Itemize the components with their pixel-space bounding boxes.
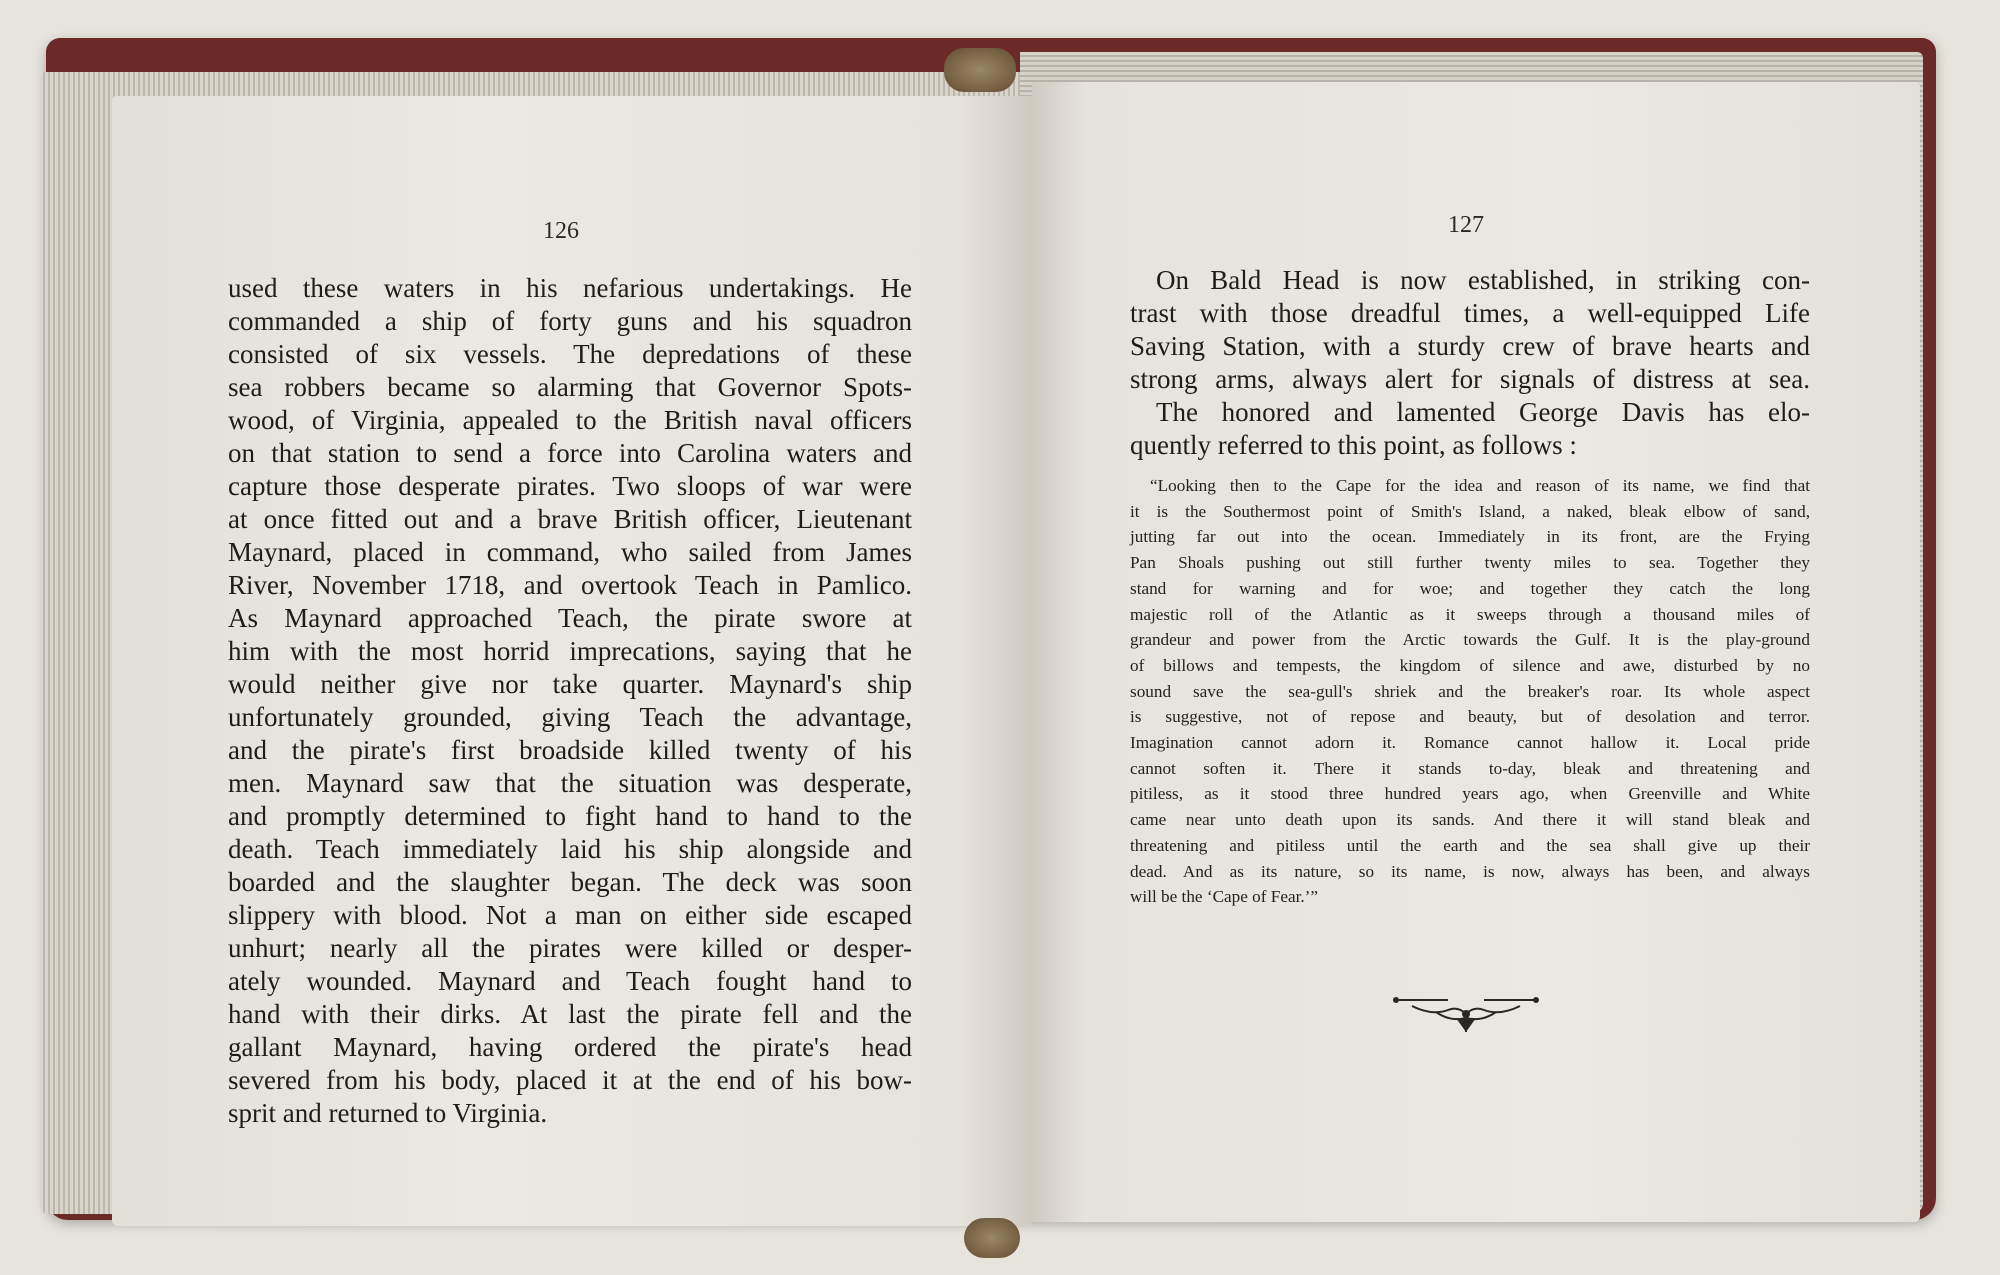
body-line: capture those desperate pirates. Two sloops of war were bbox=[228, 471, 912, 501]
body-line: strong arms, always alert for signals of distress at sea. bbox=[1130, 364, 1810, 394]
body-line: gallant Maynard, having ordered the pirate's head bbox=[228, 1032, 912, 1062]
right-page-number: 127 bbox=[1448, 212, 1484, 238]
body-line: wood, of Virginia, appealed to the British naval officers bbox=[228, 405, 912, 435]
left-page-body bbox=[228, 272, 912, 1130]
body-line: quently referred to this point, as follows : bbox=[1130, 430, 1577, 460]
quote-line: Imagination cannot adorn it. Romance cannot hallow it. Local pride bbox=[1130, 733, 1810, 753]
body-line: commanded a ship of forty guns and his squadron bbox=[228, 306, 912, 336]
body-line: Maynard, placed in command, who sailed from James bbox=[228, 537, 912, 567]
body-line: ately wounded. Maynard and Teach fought hand to bbox=[228, 966, 912, 996]
quote-line: is suggestive, not of repose and beauty, but of desolation and terror. bbox=[1130, 707, 1810, 727]
body-line: Saving Station, with a sturdy crew of brave hearts and bbox=[1130, 331, 1810, 361]
body-line: would neither give nor take quarter. Maynard's ship bbox=[228, 669, 912, 699]
quote-line: dead. And as its nature, so its name, is now, always has been, and always bbox=[1130, 861, 1810, 881]
spine-binding-bottom bbox=[964, 1218, 1020, 1258]
body-line: men. Maynard saw that the situation was desperate, bbox=[228, 768, 912, 798]
quote-line: “Looking then to the Cape for the idea and reason of its name, we find that bbox=[1150, 476, 1810, 495]
quote-line: jutting far out into the ocean. Immediately in its front, are the Frying bbox=[1130, 527, 1810, 547]
quote-line: majestic roll of the Atlantic as it sweeps through a thousand miles of bbox=[1130, 604, 1810, 624]
body-line: unfortunately grounded, giving Teach the advantage, bbox=[228, 702, 912, 732]
body-line: death. Teach immediately laid his ship alongside and bbox=[228, 834, 912, 864]
body-line: used these waters in his nefarious undertakings. He bbox=[228, 273, 912, 303]
body-line: sea robbers became so alarming that Governor Spots- bbox=[228, 372, 912, 402]
body-line: hand with their dirks. At last the pirate fell and the bbox=[228, 999, 912, 1029]
cape-fear-quote bbox=[1130, 473, 1810, 910]
body-line: him with the most horrid imprecations, saying that he bbox=[228, 636, 912, 666]
body-line: As Maynard approached Teach, the pirate swore at bbox=[228, 603, 912, 633]
body-line: severed from his body, placed it at the end of his bow- bbox=[228, 1065, 912, 1095]
body-line: and the pirate's first broadside killed twenty of his bbox=[228, 735, 912, 765]
quote-line: pitiless, as it stood three hundred years ago, when Greenville and White bbox=[1130, 784, 1810, 804]
quote-line: sound save the sea-gull's shriek and the breaker's roar. Its whole aspect bbox=[1130, 681, 1810, 701]
quote-line: will be the ‘Cape of Fear.’” bbox=[1130, 887, 1319, 907]
quote-line: it is the Southermost point of Smith's Island, a naked, bleak elbow of sand, bbox=[1130, 501, 1810, 521]
body-line: at once fitted out and a brave British officer, Lieutenant bbox=[228, 504, 912, 534]
body-line: slippery with blood. Not a man on either side escaped bbox=[228, 900, 912, 930]
body-line: The honored and lamented George Davis has elo- bbox=[1156, 397, 1810, 427]
body-line: consisted of six vessels. The depredations of these bbox=[228, 339, 912, 369]
quote-line: threatening and pitiless until the earth and the sea shall give up their bbox=[1130, 835, 1810, 855]
quote-line: stand for warning and for woe; and together they catch the long bbox=[1130, 578, 1810, 598]
body-line: River, November 1718, and overtook Teach in Pamlico. bbox=[228, 570, 912, 600]
quote-line: came near unto death upon its sands. And there it will stand bleak and bbox=[1130, 810, 1810, 830]
body-line: sprit and returned to Virginia. bbox=[228, 1098, 548, 1128]
body-line: boarded and the slaughter began. The deck was soon bbox=[228, 867, 912, 897]
fleuron-ornament-icon bbox=[1392, 992, 1540, 1036]
quote-line: Pan Shoals pushing out still further twenty miles to sea. Together they bbox=[1130, 553, 1810, 573]
right-page-body bbox=[1130, 264, 1810, 462]
quote-line: grandeur and power from the Arctic towards the Gulf. It is the play-ground bbox=[1130, 630, 1810, 650]
spine-binding-top bbox=[944, 48, 1016, 92]
quote-line: cannot soften it. There it stands to-day, bleak and threatening and bbox=[1130, 758, 1810, 778]
body-line: and promptly determined to fight hand to hand to the bbox=[228, 801, 912, 831]
quote-line: of billows and tempests, the kingdom of silence and awe, disturbed by no bbox=[1130, 655, 1810, 675]
body-line: on that station to send a force into Carolina waters and bbox=[228, 438, 912, 468]
body-line: On Bald Head is now established, in striking con- bbox=[1156, 265, 1810, 295]
left-page-number: 126 bbox=[543, 218, 579, 244]
body-line: unhurt; nearly all the pirates were killed or desper- bbox=[228, 933, 912, 963]
body-line: trast with those dreadful times, a well-equipped Life bbox=[1130, 298, 1810, 328]
